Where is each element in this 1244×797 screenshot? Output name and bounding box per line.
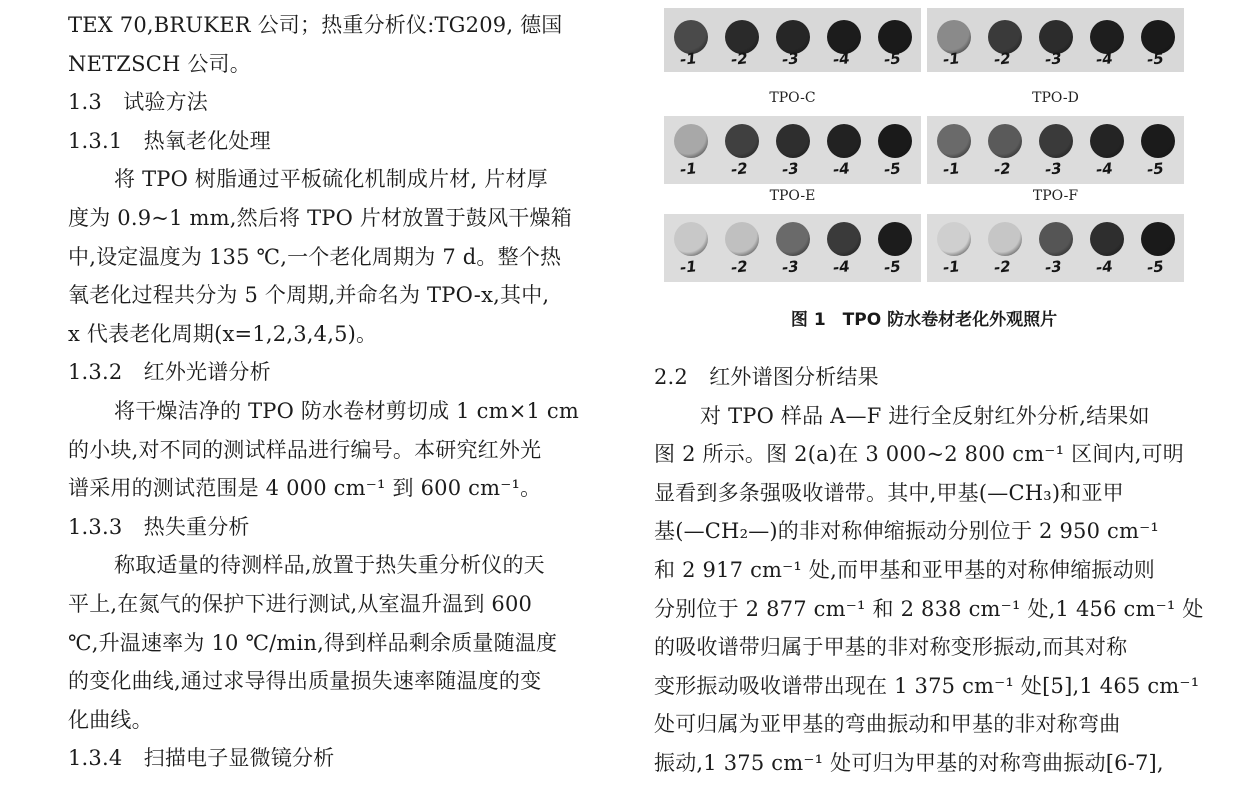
photo-panel [927,116,1184,184]
sample-label: -2 [993,49,1012,69]
text-line: 平上,在氮气的保护下进行测试,从室温升温到 600 [68,591,533,616]
sample-label: -5 [883,257,902,277]
text-line: TEX 70,BRUKER 公司；热重分析仪:TG209, 德国 [68,13,563,37]
sample-dot [725,222,759,256]
panel-caption: TPO-C [769,90,816,106]
sample-dot [937,124,971,158]
subsection-heading: 1.3.2 红外光谱分析 [68,360,271,385]
text-line: 和 2 917 cm⁻¹ 处,而甲基和亚甲基的对称伸缩振动则 [654,557,1155,582]
text-line: 谱采用的测试范围是 4 000 cm⁻¹ 到 600 cm⁻¹。 [68,476,542,501]
sample-dot [725,124,759,158]
paragraph-first-line: 将 TPO 树脂通过平板硫化机制成片材, 片材厚 [114,167,548,192]
photo-panel [664,214,921,282]
text-line: 的吸收谱带归属于甲基的非对称变形振动,而其对称 [654,635,1128,660]
sample-dot [674,124,708,158]
sample-label: -4 [1095,257,1114,277]
text-line: ℃,升温速率为 10 ℃/min,得到样品剩余质量随温度 [68,630,558,655]
text-line: 分别位于 2 877 cm⁻¹ 和 2 838 cm⁻¹ 处,1 456 cm⁻¹ 处 [654,596,1204,621]
sample-label: -3 [1044,49,1063,69]
text-line: 的小块,对不同的测试样品进行编号。本研究红外光 [68,437,542,462]
text-line: 振动,1 375 cm⁻¹ 处可归为甲基的对称弯曲振动[6-7], [654,750,1164,775]
sample-label: -4 [1095,49,1114,69]
sample-label: -4 [832,159,851,179]
sample-dot [878,124,912,158]
panel-caption: TPO-D [1032,90,1079,106]
text-line: 图 2 所示。图 2(a)在 3 000~2 800 cm⁻¹ 区间内,可明 [654,442,1184,467]
paragraph-first-line: 将干燥洁净的 TPO 防水卷材剪切成 1 cm×1 cm [114,398,579,423]
sample-dot [988,124,1022,158]
sample-dot [1090,124,1124,158]
text-line: 氧老化过程共分为 5 个周期,并命名为 TPO-x,其中, [68,283,550,308]
sample-dot [1141,124,1175,158]
sample-label: -1 [942,49,961,69]
text-line: 显看到多条强吸收谱带。其中,甲基(—CH₃)和亚甲 [654,480,1124,505]
sample-dot [1141,222,1175,256]
sample-label: -5 [1146,159,1165,179]
photo-panel [664,8,921,72]
sample-label: -2 [993,159,1012,179]
sample-dot [776,222,810,256]
panel-caption: TPO-E [769,188,816,204]
section-heading: 1.3 试验方法 [68,90,208,115]
sample-label: -2 [993,257,1012,277]
subsection-heading: 1.3.4 扫描电子显微镜分析 [68,746,335,771]
sample-label: -3 [1044,257,1063,277]
sample-label: -3 [1044,159,1063,179]
sample-dot [776,124,810,158]
sample-dot [1039,124,1073,158]
left-text-column [68,6,616,778]
paragraph-first-line: 称取适量的待测样品,放置于热失重分析仪的天 [114,553,545,578]
sample-label: -4 [1095,159,1114,179]
sample-label: -5 [883,159,902,179]
figure-1 [664,0,1184,345]
photo-panel [927,214,1184,282]
subsection-heading: 1.3.3 热失重分析 [68,514,250,539]
sample-dot [878,222,912,256]
sample-dot [937,222,971,256]
photo-panel [927,8,1184,72]
text-line: 处可归属为亚甲基的弯曲振动和甲基的非对称弯曲 [654,712,1121,737]
photo-row-3 [664,214,1184,282]
text-line: 度为 0.9~1 mm,然后将 TPO 片材放置于鼓风干燥箱 [68,205,572,230]
section-heading: 2.2 红外谱图分析结果 [654,365,879,389]
text-line: 变形振动吸收谱带出现在 1 375 cm⁻¹ 处[5],1 465 cm⁻¹ [654,673,1200,698]
text-line: NETZSCH 公司。 [68,51,251,76]
sample-label: -3 [781,159,800,179]
text-line: 化曲线。 [68,707,153,732]
sample-dot [1090,222,1124,256]
sample-label: -5 [1146,257,1165,277]
text-line: 基(—CH₂—)的非对称伸缩振动分别位于 2 950 cm⁻¹ [654,519,1160,544]
sample-label: -1 [679,49,698,69]
subsection-heading: 1.3.1 热氧老化处理 [68,128,271,153]
sample-label: -3 [781,49,800,69]
sample-label: -2 [730,159,749,179]
sample-dot [988,222,1022,256]
panel-caption: TPO-F [1032,188,1079,204]
text-line: x 代表老化周期(x=1,2,3,4,5)。 [68,321,378,346]
sample-label: -1 [679,257,698,277]
photo-row-2 [664,116,1184,184]
sample-label: -5 [883,49,902,69]
sample-label: -4 [832,49,851,69]
photo-panel [664,116,921,184]
sample-label: -4 [832,257,851,277]
sample-dot [1039,222,1073,256]
sample-dot [674,222,708,256]
sample-label: -3 [781,257,800,277]
photo-row-1 [664,8,1184,72]
paragraph-first-line: 对 TPO 样品 A—F 进行全反射红外分析,结果如 [700,403,1150,428]
sample-label: -1 [942,159,961,179]
sample-label: -5 [1146,49,1165,69]
text-line: 中,设定温度为 135 ℃,一个老化周期为 7 d。整个热 [68,244,562,269]
sample-label: -1 [942,257,961,277]
text-line: 的变化曲线,通过求导得出质量损失速率随温度的变 [68,669,542,694]
sample-label: -2 [730,257,749,277]
right-text-column [654,358,1204,783]
sample-label: -2 [730,49,749,69]
sample-dot [827,124,861,158]
sample-label: -1 [679,159,698,179]
figure-caption: 图 1 TPO 防水卷材老化外观照片 [790,310,1058,330]
sample-dot [827,222,861,256]
